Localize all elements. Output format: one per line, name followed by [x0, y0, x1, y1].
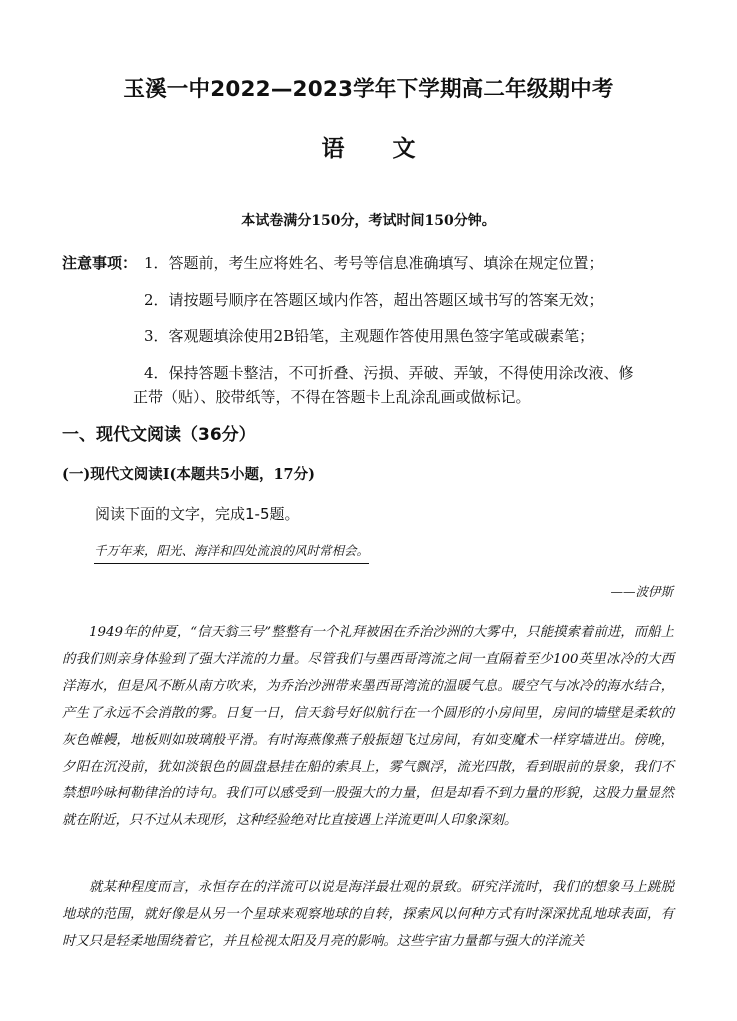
reading-instruction: 阅读下面的文字，完成1-5题。: [95, 505, 300, 523]
notice-item: 3．客观题填涂使用2B铅笔，主观题作答使用黑色签字笔或碳素笔；: [144, 327, 595, 345]
notice-item: 2．请按题号顺序在答题区域内作答，超出答题区域书写的答案无效；: [144, 291, 604, 309]
notice-item: 1．答题前，考生应将姓名、考号等信息准确填写、填涂在规定位置；: [144, 254, 604, 272]
exam-info: 本试卷满分150分，考试时间150分钟。: [241, 213, 496, 229]
subject-title: 语文: [321, 136, 464, 162]
epigraph-author: ——波伊斯: [610, 584, 673, 599]
exam-title: 玉溪一中2022—2023学年下学期高二年级期中考: [123, 77, 614, 102]
notice-item: 4．保持答题卡整洁，不可折叠、污损、弄破、弄皱，不得使用涂改液、修: [144, 364, 634, 382]
notice-label: 注意事项：: [62, 254, 138, 272]
subsection-heading: (一)现代文阅读Ⅰ(本题共5小题，17分): [62, 466, 315, 483]
notice-item-continued: 正带（贴）、胶带纸等，不得在答题卡上乱涂乱画或做标记。: [133, 388, 531, 406]
epigraph: 千万年来，阳光、海洋和四处流浪的风时常相会。: [94, 541, 369, 564]
section-heading: 一、现代文阅读（36分）: [62, 425, 256, 445]
passage-paragraph: 1949年的仲夏，“信天翁三号”整整有一个礼拜被困在乔治沙洲的大雾中，只能摸索着前进，而船上的我们则亲身体验到了强大洋流的力量。尽管我们与墨西哥湾流之间一直隔着至少100英里冰冷的大西洋海水，但是风不断从南方吹来，为乔治沙洲带来墨西哥湾流的温暖气息。暖空气与冰冷的海水结合，产生了永远不会消散的雾。日复一日，信天翁号好似航行在一个圆形的小房间里，房间的墙壁是柔软的灰色帷幔，地板则如玻璃般平滑。有时海燕像燕子般振翅飞过房间，有如变魔术一样穿墙进出。傍晚，夕阳在沉没前，犹如淡银色的圆盘悬挂在船的索具上，雾气飘浮，流光四散，看到眼前的景象，我们不禁想吟咏柯勒律治的诗句。我们可以感受到一股强大的力量，但是却看不到力量的形貌，这股力量显然就在附近，只不过从未现形，这种经验绝对比直接遇上洋流更叫人印象深刻。: [62, 625, 674, 829]
passage-paragraph: 就某种程度而言，永恒存在的洋流可以说是海洋最壮观的景致。研究洋流时，我们的想象马上跳脱地球的范围，就好像是从另一个星球来观察地球的自转，探索风以何种方式有时深深扰乱地球表面，有时又只是轻柔地围绕着它，并且检视太阳及月亮的影响。这些宇宙力量都与强大的洋流关: [62, 880, 674, 949]
